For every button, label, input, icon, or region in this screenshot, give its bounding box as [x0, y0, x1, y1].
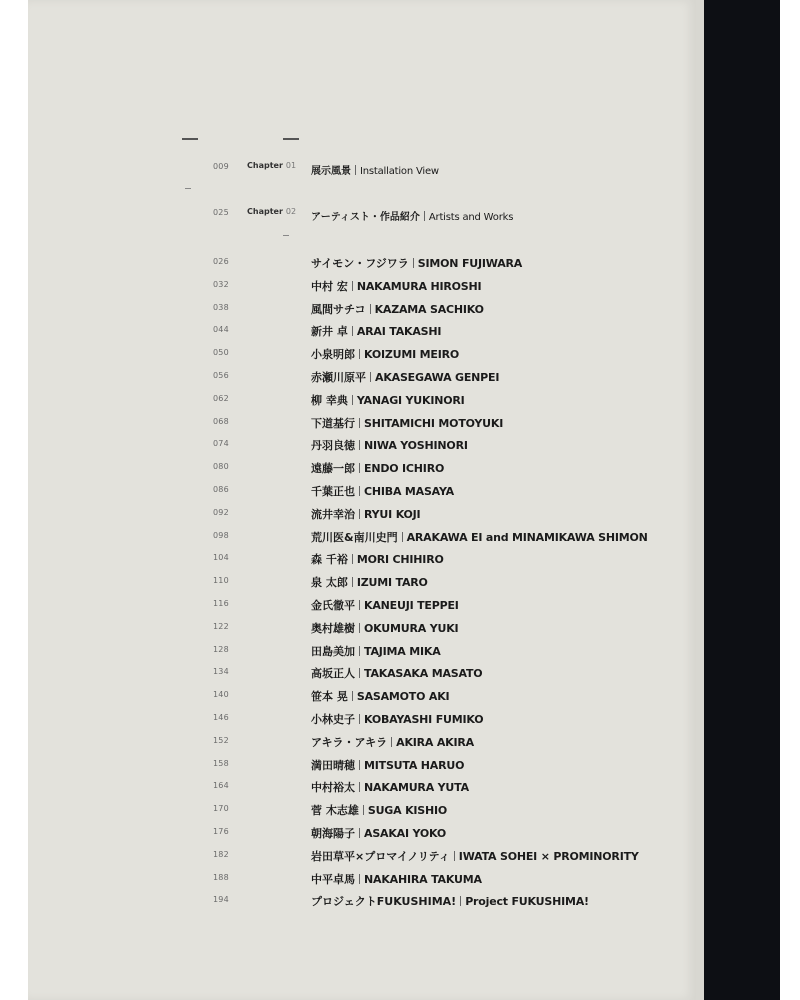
artist-entry: [311, 529, 648, 545]
separator: [359, 349, 360, 359]
artist-name-en: ENDO ICHIRO: [364, 462, 445, 475]
entry-page-number: 188: [213, 873, 229, 882]
artist-name-en: KOBAYASHI FUMIKO: [364, 713, 484, 726]
separator: [363, 805, 364, 815]
separator: [352, 326, 353, 336]
artist-name-jp: 流井幸治: [311, 508, 355, 521]
artist-name-jp: 泉 太郎: [311, 576, 348, 589]
entry-page-number: 176: [213, 827, 229, 836]
artist-entry: [311, 506, 420, 522]
artist-name-jp: 小泉明郎: [311, 348, 355, 361]
artist-name-jp: 高坂正人: [311, 667, 355, 680]
artist-entry: [311, 757, 464, 773]
artist-entry: [311, 323, 441, 339]
artist-name-jp: 下道基行: [311, 417, 355, 430]
page-edge: [696, 0, 704, 1000]
chapter-1-title-en: Installation View: [360, 166, 439, 177]
separator: [402, 532, 403, 542]
artist-name-en: AKASEGAWA GENPEI: [375, 371, 500, 384]
artist-entry: [311, 643, 441, 659]
artist-name-jp: 奥村雄樹: [311, 622, 355, 635]
artist-name-jp: 丹羽良徳: [311, 439, 355, 452]
separator: [359, 463, 360, 473]
chapter-2-number: 02: [285, 207, 297, 216]
entry-page-number: 056: [213, 371, 229, 380]
separator: [370, 304, 371, 314]
artist-entry: [311, 301, 484, 317]
artist-name-en: TAJIMA MIKA: [364, 645, 441, 658]
artist-entry: [311, 802, 447, 818]
separator: [359, 509, 360, 519]
artist-name-en: YANAGI YUKINORI: [356, 394, 465, 407]
artist-entry: [311, 346, 459, 362]
artist-entry: [311, 711, 483, 727]
artist-name-en: ASAKAI YOKO: [364, 827, 447, 840]
artist-entry: [311, 437, 468, 453]
artist-name-en: NIWA YOSHINORI: [364, 439, 468, 452]
artist-name-jp: 菅 木志雄: [311, 804, 359, 817]
entry-page-number: 128: [213, 645, 229, 654]
entry-page-number: 182: [213, 850, 229, 859]
artist-name-jp: 新井 卓: [311, 325, 348, 338]
separator: [352, 395, 353, 405]
artist-entry: [311, 460, 444, 476]
chapter-1-title-jp: 展示風景: [311, 166, 351, 177]
artist-name-jp: サイモン・フジワラ: [311, 257, 409, 270]
entry-page-number: 038: [213, 303, 229, 312]
artist-name-jp: 荒川医&南川史門: [311, 531, 398, 544]
chapter-2-page: 025: [213, 208, 229, 217]
separator: [359, 828, 360, 838]
artist-name-jp: プロジェクトFUKUSHIMA!: [311, 895, 457, 908]
artist-name-en: ARAI TAKASHI: [356, 325, 442, 338]
artist-name-en: RYUI KOJI: [364, 508, 421, 521]
artist-name-jp: 森 千裕: [311, 553, 348, 566]
artist-name-jp: 遠藤一郎: [311, 462, 355, 475]
chapter-1-page: 009: [213, 162, 229, 171]
entry-page-number: 068: [213, 417, 229, 426]
artist-name-jp: 千葉正也: [311, 485, 355, 498]
artist-name-jp: 笹本 晃: [311, 690, 348, 703]
separator: [359, 418, 360, 428]
artist-name-en: SASAMOTO AKI: [356, 690, 450, 703]
artist-name-jp: 風間サチコ: [311, 303, 366, 316]
entry-page-number: 116: [213, 599, 229, 608]
chapter-1-number: 01: [285, 161, 297, 170]
separator: [454, 851, 455, 861]
chapter-2-title-jp: アーティスト・作品紹介: [311, 212, 420, 223]
separator: [359, 486, 360, 496]
header-rule-left: [182, 138, 198, 140]
artist-name-jp: 小林史子: [311, 713, 355, 726]
entry-page-number: 080: [213, 462, 229, 471]
chapter-1-title: [311, 162, 439, 177]
artist-name-en: SIMON FUJIWARA: [417, 257, 523, 270]
chapter-1-rule: [185, 188, 191, 189]
artist-entry: [311, 665, 482, 681]
artist-name-en: IWATA SOHEI × PROMINORITY: [458, 850, 639, 863]
artist-entry: [311, 848, 639, 864]
separator: [460, 896, 461, 906]
artist-entry: [311, 893, 589, 909]
artist-name-jp: 中村 宏: [311, 280, 348, 293]
separator: [352, 691, 353, 701]
artist-name-en: KOIZUMI MEIRO: [364, 348, 460, 361]
artist-name-en: SUGA KISHIO: [367, 804, 448, 817]
artist-name-en: IZUMI TARO: [356, 576, 428, 589]
artist-name-en: KAZAMA SACHIKO: [374, 303, 484, 316]
artist-name-jp: 岩田草平×プロマイノリティ: [311, 850, 450, 863]
entry-page-number: 134: [213, 667, 229, 676]
artist-name-en: CHIBA MASAYA: [364, 485, 454, 498]
entry-page-number: 044: [213, 325, 229, 334]
separator: [370, 372, 371, 382]
separator: [359, 440, 360, 450]
artist-entry: [311, 871, 482, 887]
artist-name-en: Project FUKUSHIMA!: [465, 895, 589, 908]
separator: [359, 874, 360, 884]
separator: [413, 258, 414, 268]
artist-name-en: NAKAMURA HIROSHI: [356, 280, 482, 293]
artist-name-jp: アキラ・アキラ: [311, 736, 388, 749]
chapter-2-word: Chapter: [247, 207, 283, 216]
separator: [359, 668, 360, 678]
entry-page-number: 194: [213, 895, 229, 904]
artist-entry: [311, 483, 454, 499]
separator: [359, 782, 360, 792]
artist-entry: [311, 597, 459, 613]
artist-entry: [311, 620, 458, 636]
artist-name-jp: 田島美加: [311, 645, 355, 658]
entry-page-number: 092: [213, 508, 229, 517]
separator: [355, 165, 356, 175]
separator: [352, 554, 353, 564]
artist-name-en: MORI CHIHIRO: [356, 553, 444, 566]
artist-name-jp: 赤瀬川原平: [311, 371, 366, 384]
entry-page-number: 026: [213, 257, 229, 266]
separator: [359, 646, 360, 656]
artist-name-en: ARAKAWA EI and MINAMIKAWA SHIMON: [406, 531, 648, 544]
separator: [391, 737, 392, 747]
entry-page-number: 122: [213, 622, 229, 631]
chapter-2-title-en: Artists and Works: [428, 212, 514, 223]
entry-page-number: 098: [213, 531, 229, 540]
artist-entry: [311, 255, 522, 271]
separator: [424, 211, 425, 221]
artist-name-jp: 満田晴穂: [311, 759, 355, 772]
artist-entry: [311, 415, 503, 431]
separator: [352, 281, 353, 291]
entry-page-number: 146: [213, 713, 229, 722]
artist-entry: [311, 551, 444, 567]
artist-name-en: OKUMURA YUKI: [364, 622, 459, 635]
entry-page-number: 152: [213, 736, 229, 745]
entry-page-number: 170: [213, 804, 229, 813]
chapter-1-word: Chapter: [247, 161, 283, 170]
artist-entry: [311, 278, 481, 294]
artist-name-en: NAKAMURA YUTA: [364, 781, 469, 794]
separator: [359, 600, 360, 610]
artist-entry: [311, 779, 469, 795]
entry-page-number: 110: [213, 576, 229, 585]
entry-page-number: 032: [213, 280, 229, 289]
separator: [352, 577, 353, 587]
entry-page-number: 158: [213, 759, 229, 768]
artist-name-jp: 金氏徹平: [311, 599, 355, 612]
artist-entry: [311, 574, 428, 590]
book-binding: [704, 0, 780, 1000]
artist-entry: [311, 688, 449, 704]
artist-name-jp: 柳 幸典: [311, 394, 348, 407]
artist-name-en: AKIRA AKIRA: [396, 736, 474, 749]
entry-page-number: 164: [213, 781, 229, 790]
artist-name-en: SHITAMICHI MOTOYUKI: [364, 417, 504, 430]
artist-name-jp: 中村裕太: [311, 781, 355, 794]
chapter-2-label: [247, 207, 296, 216]
artist-entry: [311, 734, 474, 750]
chapter-2-title: [311, 208, 513, 223]
artist-entry: [311, 825, 446, 841]
separator: [359, 623, 360, 633]
chapter-2-rule: [283, 235, 289, 236]
artist-entry: [311, 369, 499, 385]
separator: [359, 760, 360, 770]
entry-page-number: 074: [213, 439, 229, 448]
entry-page-number: 050: [213, 348, 229, 357]
header-rule-right: [283, 138, 299, 140]
artist-name-jp: 中平卓馬: [311, 873, 355, 886]
artist-name-en: NAKAHIRA TAKUMA: [364, 873, 482, 886]
chapter-1-label: [247, 161, 296, 170]
artist-name-en: TAKASAKA MASATO: [364, 667, 483, 680]
entry-page-number: 086: [213, 485, 229, 494]
separator: [359, 714, 360, 724]
entry-page-number: 104: [213, 553, 229, 562]
book-page: [28, 0, 696, 1000]
entry-page-number: 140: [213, 690, 229, 699]
artist-name-en: MITSUTA HARUO: [364, 759, 465, 772]
artist-name-en: KANEUJI TEPPEI: [364, 599, 459, 612]
artist-entry: [311, 392, 465, 408]
artist-name-jp: 朝海陽子: [311, 827, 355, 840]
entry-page-number: 062: [213, 394, 229, 403]
